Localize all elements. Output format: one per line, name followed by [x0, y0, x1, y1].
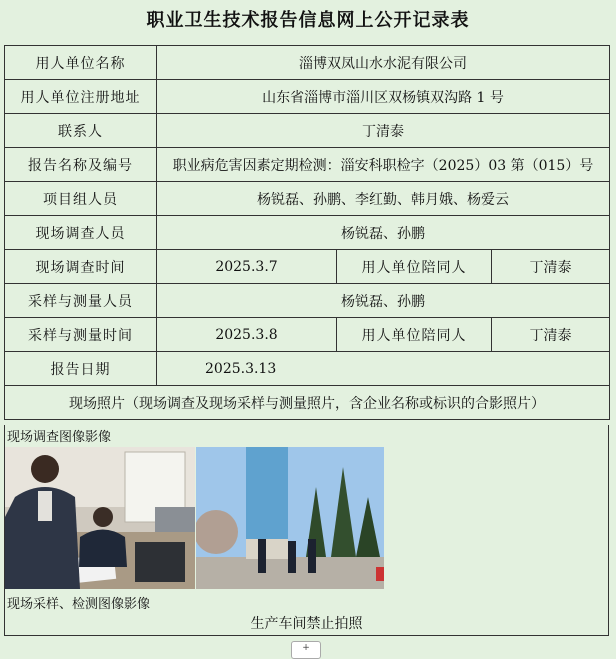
photo-caption-survey: 现场调查图像影像 — [7, 430, 112, 445]
row-survey-staff — [5, 216, 610, 250]
row-sampling-time — [5, 318, 610, 352]
value-sampling-staff: 杨锐磊、孙鹏 — [157, 284, 610, 318]
value-sampling-time: 2025.3.8 — [157, 318, 337, 352]
row-report-date — [5, 352, 610, 386]
scroll-tab[interactable]: + — [291, 641, 321, 659]
value-contact: 丁清泰 — [157, 114, 610, 148]
photo-caption-sampling: 现场采样、检测图像影像 — [7, 597, 151, 612]
value-report-date: 2025.3.13 — [157, 352, 610, 386]
survey-photo — [5, 447, 195, 589]
label-sampling-staff: 采样与测量人员 — [5, 284, 157, 318]
label-survey-escort: 用人单位陪同人 — [337, 250, 492, 284]
label-report-date: 报告日期 — [5, 352, 157, 386]
value-survey-time: 2025.3.7 — [157, 250, 337, 284]
row-contact — [5, 114, 610, 148]
label-report: 报告名称及编号 — [5, 148, 157, 182]
label-unit-name: 用人单位名称 — [5, 46, 157, 80]
value-survey-escort: 丁清泰 — [492, 250, 610, 284]
label-sampling-time: 采样与测量时间 — [5, 318, 157, 352]
label-survey-time: 现场调查时间 — [5, 250, 157, 284]
row-sampling-staff — [5, 284, 610, 318]
value-report: 职业病危害因素定期检测：淄安科职检字（2025）03 第（015）号 — [157, 148, 610, 182]
row-photos-header — [5, 386, 610, 420]
row-unit-name — [5, 46, 610, 80]
label-sampling-escort: 用人单位陪同人 — [337, 318, 492, 352]
value-sampling-escort: 丁清泰 — [492, 318, 610, 352]
record-table — [4, 45, 610, 420]
label-unit-address: 用人单位注册地址 — [5, 80, 157, 114]
row-unit-address — [5, 80, 610, 114]
photos-header: 现场照片（现场调查及现场采样与测量照片，含企业名称或标识的合影照片） — [5, 386, 610, 420]
value-unit-address: 山东省淄博市淄川区双杨镇双沟路 1 号 — [157, 80, 610, 114]
value-survey-staff: 杨锐磊、孙鹏 — [157, 216, 610, 250]
row-survey-time — [5, 250, 610, 284]
row-report — [5, 148, 610, 182]
value-team: 杨锐磊、孙鹏、李红勤、韩月娥、杨爱云 — [157, 182, 610, 216]
photo-note: 生产车间禁止拍照 — [250, 616, 363, 632]
label-contact: 联系人 — [5, 114, 157, 148]
group-photo — [196, 447, 384, 589]
page-title: 职业卫生技术报告信息网上公开记录表 — [146, 10, 470, 31]
photos-section — [4, 425, 609, 636]
label-team: 项目组人员 — [5, 182, 157, 216]
label-survey-staff: 现场调查人员 — [5, 216, 157, 250]
value-unit-name: 淄博双凤山水水泥有限公司 — [157, 46, 610, 80]
row-team — [5, 182, 610, 216]
